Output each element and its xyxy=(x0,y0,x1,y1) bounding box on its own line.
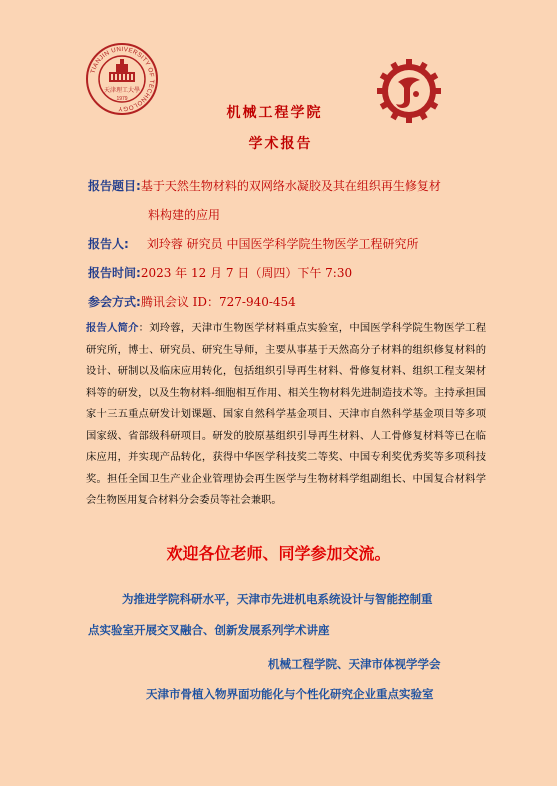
seal-ring-text: TIANJIN UNIVERSITY OF TECHNOLOGY xyxy=(89,45,156,113)
topic-row xyxy=(88,177,441,194)
series-line2: 点实验室开展交叉融合、创新发展系列学术讲座 xyxy=(88,623,330,637)
topic-line2: 料构建的应用 xyxy=(148,208,221,222)
topic-label: 报告题目: xyxy=(88,179,141,193)
time-label: 报告时间: xyxy=(88,266,141,280)
organizer-1: 机械工程学院、天津市体视学学会 xyxy=(268,657,441,671)
welcome-message: 欢迎各位老师、同学参加交流。 xyxy=(166,544,391,563)
time-row xyxy=(88,264,352,281)
speaker-label: 报告人: xyxy=(88,237,129,251)
seal-center-text: 天津理工大學 xyxy=(103,87,141,94)
speaker-bio xyxy=(86,318,486,512)
page-subtitle: 学术报告 xyxy=(248,136,313,152)
speaker-value: 刘玲蓉 研究员 中国医学科学院生物医学工程研究所 xyxy=(146,237,419,251)
speaker-row xyxy=(88,235,418,252)
organizer-2: 天津市骨植入物界面功能化与个性化研究企业重点实验室 xyxy=(146,687,434,701)
bio-label: 报告人简介 xyxy=(86,322,139,334)
method-row xyxy=(88,293,296,310)
page-title: 机械工程学院 xyxy=(226,105,323,121)
series-line1: 为推进学院科研水平，天津市先进机电系统设计与智能控制重 xyxy=(122,592,433,606)
method-label: 参会方式: xyxy=(88,295,141,309)
topic-line1: 基于天然生物材料的双网络水凝胶及其在组织再生修复材 xyxy=(140,179,441,193)
method-value: 腾讯会议 ID：727-940-454 xyxy=(140,295,296,309)
seal-year: 1979 xyxy=(116,96,128,102)
time-value: 2023 年 12 月 7 日（周四）下午 7:30 xyxy=(140,266,353,280)
bio-text: ：刘玲蓉，天津市生物医学材料重点实验室，中国医学科学院生物医学工程研究所，博士、研究员、研究生导师，主要从事基于天然高分子材料的组织修复材料的设计、研制以及临床应用转化，包括组织引导再生材料、骨修复材料、组织工程支架材料等的研发，以及生物材料-细胞相互作用、相关生物材料先进制造技术等。主持承担国家十三五重点研发计划课题、国家自然科学基金项目、天津市自然科学基金项目等多项国家级、省部级科研项目。研发的胶原基组织引导再生材料、人工骨修复材料等已在临床应用，并实现产品转化，获得中华医学科技奖二等奖、中国专利奖优秀奖等多项科技奖。担任全国卫生产业企业管理协会再生医学与生物材料学组副组长、中国复合材料学会生物医用复合材料分会委员等社会兼职。 xyxy=(86,322,487,506)
